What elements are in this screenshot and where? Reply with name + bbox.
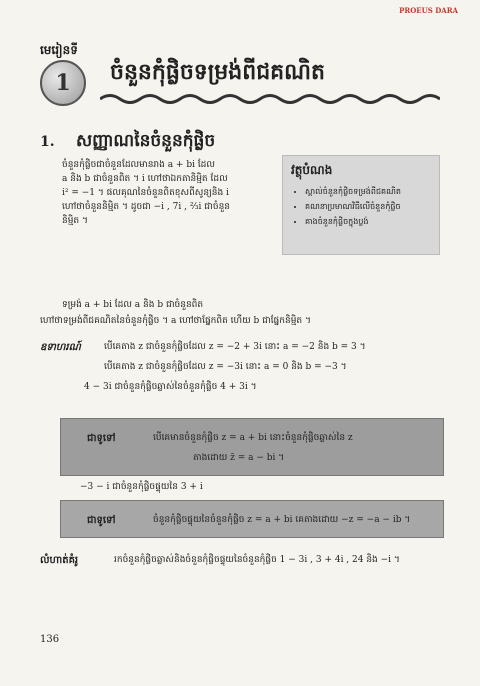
example-line-1: បើគេតាង z ជាចំនួនកុំផ្លិចដែល z = −2 + 3i នោះ a = −2 និង b = 3 ។: [104, 342, 366, 352]
chapter-label: មេរៀនទី: [40, 43, 78, 57]
objective-item: • គណនាប្រមាណវិធីលើចំនួនកុំផ្លិច: [305, 199, 431, 214]
example-line-3: 4 − 3i ជាចំនួនកុំផ្លិចឆ្លាស់នៃចំនួនកុំផ្លិច 4 + 3i ។: [84, 382, 257, 392]
objectives-title: វត្ថុបំណង: [291, 163, 333, 177]
opposite-example: −3 − i ជាចំនួនកុំផ្លិចផ្ទុយនៃ 3 + i: [80, 482, 203, 492]
objective-item: • គាងចំនួនកុំផ្លិចក្នុងប្លង់: [305, 214, 431, 229]
exercise-label: លំហាត់គំរូ: [40, 555, 79, 566]
note-line: បើគេមានចំនួនកុំផ្លិច z = a + bi នោះចំនួនកុំផ្លិចឆ្លាស់នៃ z: [153, 433, 353, 443]
objectives-list: [291, 184, 431, 229]
form-line-1: ទម្រង់ a + bi ដែល a និង b ជាចំនួនពិត: [62, 300, 204, 310]
note-box-conjugate: [60, 418, 444, 476]
header-brand: PROEUS DARA: [399, 6, 458, 15]
note-line: តាងដោយ z̄ = a − bi ។: [193, 453, 285, 463]
objectives-box: [282, 155, 440, 255]
section-title: សញ្ញាណនៃចំនួនកុំផ្លិច: [76, 131, 216, 151]
note-label: ជាទូទៅ: [87, 515, 116, 526]
intro-paragraph: [62, 158, 272, 228]
note-line: ចំនួនកុំផ្លិចផ្ទុយនៃចំនួនកុំផ្លិច z = a + bi គេតាងដោយ −z = −a − ib ។: [153, 515, 411, 525]
example-line-2: បើគេតាង z ជាចំនួនកុំផ្លិចដែល z = −3i នោះ a = 0 និង b = −3 ។: [104, 362, 347, 372]
intro-line: និម្មិត ។: [62, 216, 88, 226]
form-line-2: ហៅថាទម្រង់ពីជគណិតនៃចំនួនកុំផ្លិច ។ a ហៅថាផ្នែកពិត ហើយ b ជាផ្នែកនិម្មិត ។: [40, 316, 311, 326]
example-label: ឧទាហរណ៍: [40, 342, 81, 353]
chapter-title: ចំនួនកុំផ្លិចទម្រង់ពីជគណិត: [110, 59, 325, 85]
page-number: 136: [40, 634, 60, 645]
intro-line: a និង b ជាចំនួនពិត ។ i ហៅថាឯកតានិម្មិត ដែល: [62, 174, 228, 184]
note-box-opposite: [60, 500, 444, 538]
title-underline-wave: [100, 92, 440, 106]
intro-line: ហៅថាចំនួននិម្មិត ។ ដូចជា −i , 7i , ⅔i ជាចំនួន: [62, 202, 230, 212]
section-number: 1.: [40, 134, 55, 150]
note-label: ជាទូទៅ: [87, 433, 116, 444]
objective-item: • ស្គាល់ចំនួនកុំផ្លិចទម្រង់ពីជគណិត: [305, 184, 431, 199]
intro-line: ចំនួនកុំផ្លិចជាចំនួនដែលមានរាង a + bi ដែល: [62, 160, 215, 170]
chapter-number-badge: 1: [40, 60, 86, 106]
intro-line: i² = −1 ។ ផលគុណនៃចំនួនពិតខុសពីសូន្យនិង i: [62, 188, 229, 198]
exercise-text: រកចំនួនកុំផ្លិចឆ្លាស់និងចំនួនកុំផ្លិចផ្ទុយនៃចំនួនកុំផ្លិច 1 − 3i , 3 + 4i , 24 និង −i ។: [114, 555, 400, 565]
